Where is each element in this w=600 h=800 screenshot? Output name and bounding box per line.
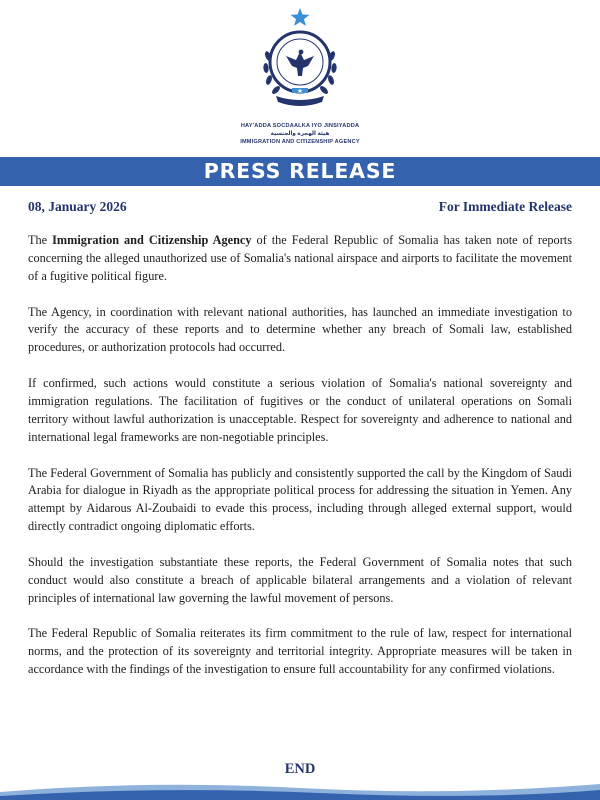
paragraph-1-text: of the Federal Republic of Somalia has taken note of reports concerning the alleged unauthorized use of Somalia's national airspace and airports to facilitate the movement of a fugitive political figure. [28,233,572,283]
press-release-banner [0,157,600,186]
footer-wave-decoration [0,778,600,800]
release-date: 08, January 2026 [28,199,127,214]
paragraph-2: The Agency, in coordination with relevant national authorities, has launched an immediate investigation to verify the accuracy of these reports and to determine whether any breach of Somali law, established procedures, or authorization protocols had occurred. [28,304,572,355]
paragraph-6: The Federal Republic of Somalia reiterates its firm commitment to the rule of law, respect for international norms, and the protection of its sovereignty and territorial integrity. Appropriate measures will be taken in accordance with the findings of the investigation to ensure full accountability for any confirmed violations. [28,626,572,677]
agency-name-bold: Immigration and Citizenship Agency [52,233,252,247]
paragraph-1 [28,232,572,285]
paragraph-4: The Federal Government of Somalia has publicly and consistently supported the call by the Kingdom of Saudi Arabia for dialogue in Riyadh as the appropriate political process for addressing the situation in Yemen. Any attempt by Aidarous Al-Zoubaidi to evade this process, including through alleged external support, would directly contradict ongoing diplomatic efforts. [28,465,572,533]
press-release-title: PRESS RELEASE [203,159,397,183]
paragraph-5: Should the investigation substantiate these reports, the Federal Government of Somalia notes that such conduct would also constitute a breach of applicable bilateral arrangements and a violation of relevant principles of international law governing the lawful movement of persons. [28,554,572,605]
agency-name-arabic: هيئة الهجرة والجنسية [270,131,330,137]
agency-name-somali: HAY'ADDA SOCDAALKA IYO JINSIYADDA [240,123,360,129]
paragraph-3: If confirmed, such actions would constitute a serious violation of Somalia's national sovereignty and immigration regulations. The facilitation of fugitives or the conduct of unilateral operations on Somali territory without lawful authorization is unacceptable. Respect for sovereignty and adherence to national and international legal frameworks are non-negotiable principles. [28,376,572,444]
paragraph-1-lead: The [28,233,53,247]
press-release-body [28,232,572,697]
release-status: For Immediate Release [438,199,572,214]
end-marker: END [284,761,316,777]
agency-name-english: IMMIGRATION AND CITIZENSHIP AGENCY [240,139,360,145]
agency-seal-eagle-icon [258,6,342,108]
